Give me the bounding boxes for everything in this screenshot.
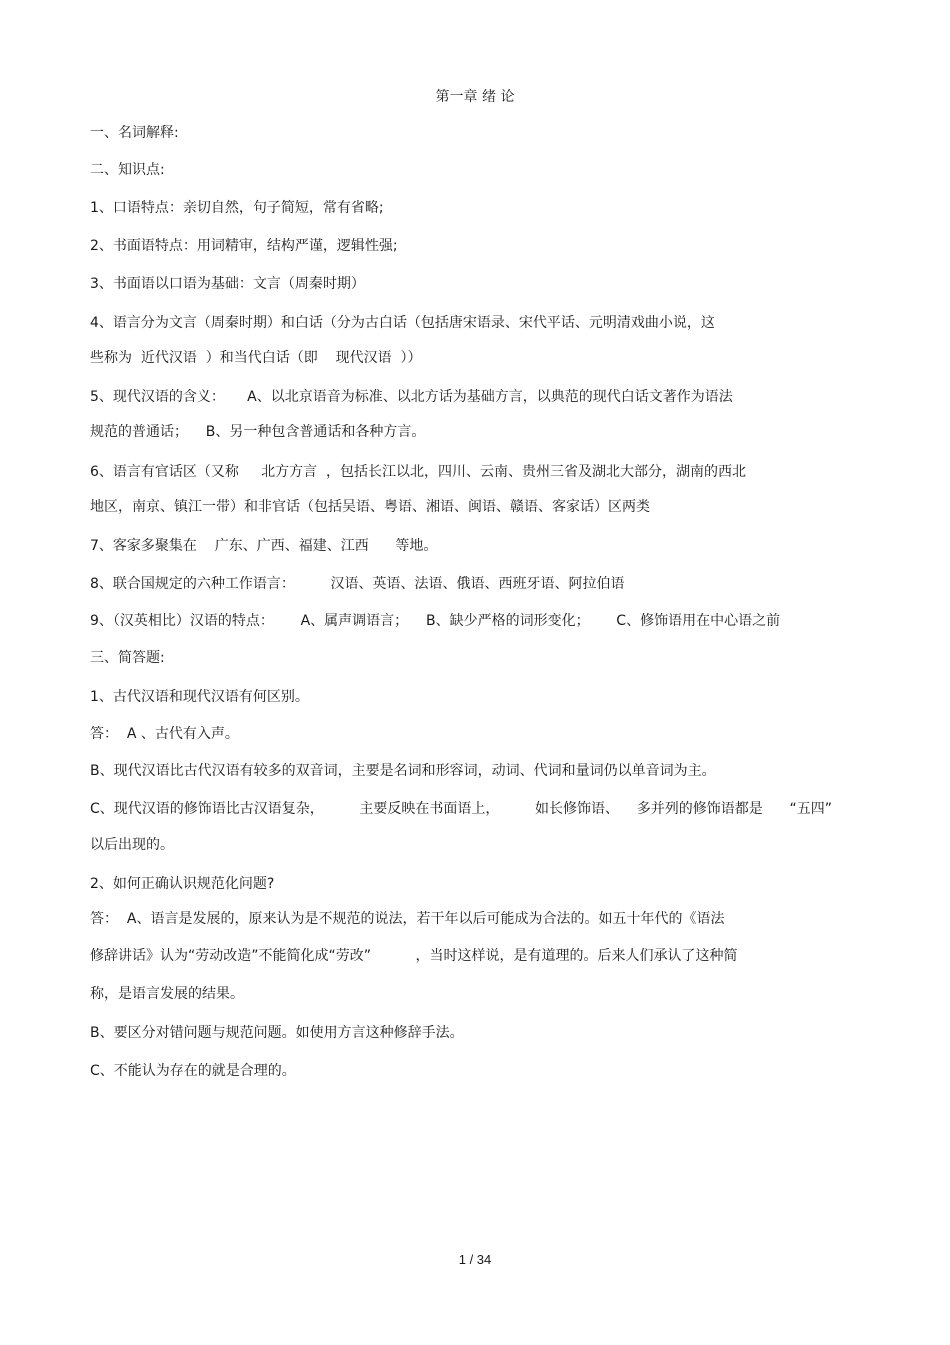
knowledge-point-4-line-2: 些称为 近代汉语 ）和当代白话（即 现代汉语 ）） [90, 350, 422, 366]
knowledge-point-7: 7、客家多聚集在 广东、广西、福建、江西 等地。 [90, 538, 438, 554]
answer-1-a: 答： A 、古代有入声。 [90, 726, 239, 742]
answer-2-b: B、要区分对错问题与规范问题。如使用方言这种修辞手法。 [90, 1025, 464, 1041]
knowledge-point-3: 3、书面语以口语为基础：文言（周秦时期） [90, 276, 365, 292]
question-1: 1、古代汉语和现代汉语有何区别。 [90, 689, 309, 705]
knowledge-point-5-line-2: 规范的普通话； B、另一种包含普通话和各种方言。 [90, 424, 426, 440]
answer-1-c-line-1: C、现代汉语的修饰语比古汉语复杂， 主要反映在书面语上， 如长修饰语、 多并列的修饰语都是 “五四” [90, 801, 832, 817]
knowledge-point-9: 9、（汉英相比）汉语的特点： A、属声调语言； B、缺少严格的词形变化； C、修饰语用在中心语之前 [90, 613, 781, 629]
knowledge-point-6-line-2: 地区，南京、镇江一带）和非官话（包括吴语、粤语、湘语、闽语、赣语、客家话）区两类 [90, 499, 650, 515]
knowledge-point-1: 1、口语特点：亲切自然，句子简短，常有省略; [90, 200, 384, 216]
knowledge-point-6-line-1: 6、语言有官话区（又称 北方方言 ，包括长江以北，四川、云南、贵州三省及湖北大部分，湖南的西北 [90, 464, 747, 480]
answer-2-a-line-1: 答： A、语言是发展的，原来认为是不规范的说法，若干年以后可能成为合法的。如五十年代的《语法 [90, 911, 725, 927]
knowledge-point-5-line-1: 5、现代汉语的含义： A、以北京语音为标准、以北方话为基础方言，以典范的现代白话文著作为语法 [90, 389, 733, 405]
knowledge-point-4-line-1: 4、语言分为文言（周秦时期）和白话（分为古白话（包括唐宋语录、宋代平话、元明清戏曲小说，这 [90, 315, 715, 331]
answer-1-b: B、现代汉语比古代汉语有较多的双音词，主要是名词和形容词，动词、代词和量词仍以单音词为主。 [90, 763, 716, 779]
answer-2-c: C、不能认为存在的就是合理的。 [90, 1063, 296, 1079]
page-number: 1 / 34 [458, 1252, 492, 1267]
section-heading-short-answer: 三、简答题: [90, 650, 165, 666]
section-heading-terms: 一、名词解释: [90, 125, 179, 141]
knowledge-point-2: 2、书面语特点：用词精审，结构严谨，逻辑性强; [90, 238, 398, 254]
answer-2-a-line-3: 称，是语言发展的结果。 [90, 986, 244, 1002]
knowledge-point-8: 8、联合国规定的六种工作语言： 汉语、英语、法语、俄语、西班牙语、阿拉伯语 [90, 576, 625, 592]
answer-2-a-line-2: 修辞讲话》认为“劳动改造”不能简化成“劳改” ，当时这样说，是有道理的。后来人们承认了这种简 [90, 948, 738, 964]
section-heading-knowledge: 二、知识点: [90, 162, 165, 178]
chapter-title: 第一章 绪 论 [435, 89, 515, 105]
answer-1-c-line-2: 以后出现的。 [90, 837, 174, 853]
question-2: 2、如何正确认识规范化问题? [90, 876, 275, 892]
